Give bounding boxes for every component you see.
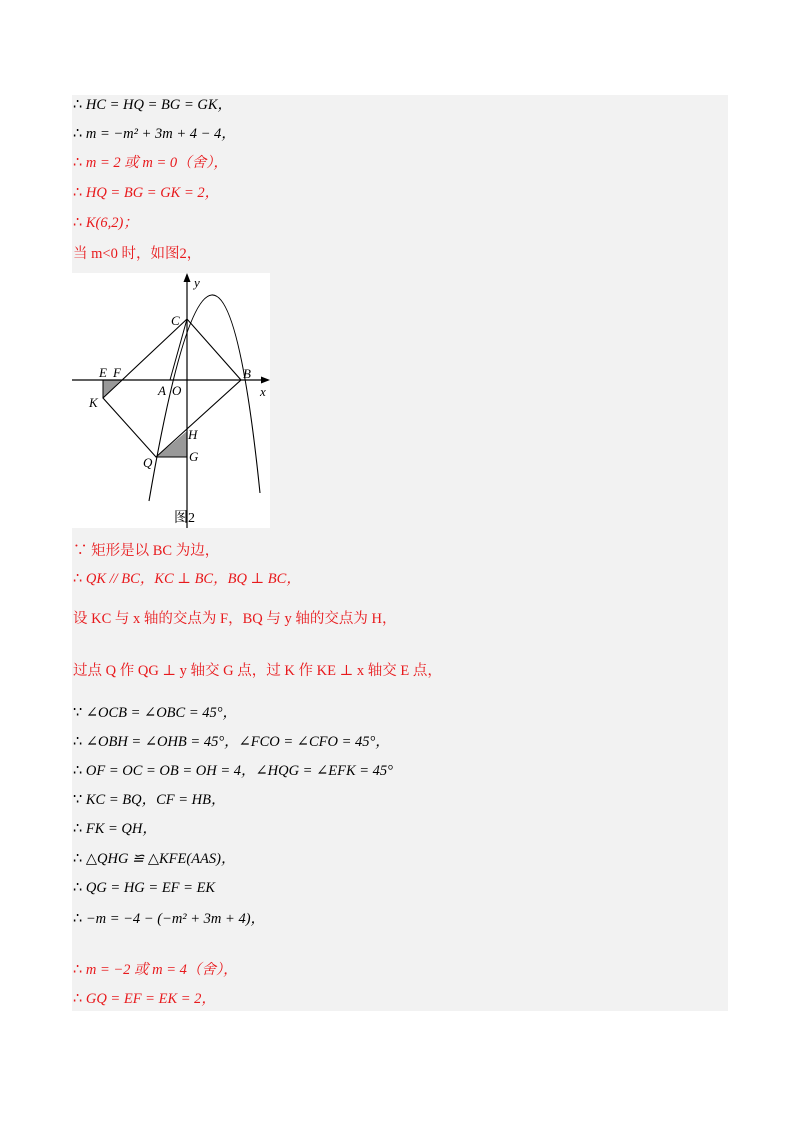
- figure-caption: 图2: [174, 511, 195, 526]
- solution-line-6: [73, 244, 201, 264]
- y-axis-arrow: [184, 273, 191, 282]
- therefore-symbol: ∴: [73, 851, 83, 867]
- solution-line-9: [73, 609, 396, 629]
- segment-ac: [170, 319, 187, 380]
- therefore-symbol: ∴: [73, 215, 83, 231]
- label-x: x: [260, 384, 266, 399]
- because-symbol: ∵: [73, 792, 83, 808]
- therefore-symbol: ∴: [73, 155, 83, 171]
- label-g: G: [189, 449, 199, 464]
- solution-line-2: [73, 124, 236, 144]
- therefore-symbol: ∴: [73, 880, 83, 896]
- line-text: 过点 Q 作 QG ⊥ y 轴交 G 点，过 K 作 KE ⊥ x 轴交 E 点，: [73, 663, 442, 679]
- therefore-symbol: ∴: [73, 97, 83, 113]
- solution-line-14: [73, 790, 225, 810]
- line-text: ∠OCB = ∠OBC = 45°，: [85, 705, 238, 721]
- label-q: Q: [143, 455, 153, 470]
- therefore-symbol: ∴: [73, 126, 83, 142]
- line-text: GQ = EF = EK = 2，: [85, 991, 216, 1007]
- solution-line-20: [73, 989, 216, 1009]
- line-text: m = 2 或 m = 0（舍），: [85, 155, 228, 171]
- solution-line-1: [73, 95, 232, 115]
- line-text: 设 KC 与 x 轴的交点为 F，BQ 与 y 轴的交点为 H，: [73, 611, 397, 627]
- line-text: K(6,2)；: [85, 215, 138, 231]
- line-text: 当 m<0 时，如图2，: [73, 246, 202, 262]
- line-text: QK // BC，KC ⊥ BC，BQ ⊥ BC，: [85, 571, 301, 587]
- because-symbol: ∵: [73, 705, 83, 721]
- solution-line-4: [73, 183, 219, 203]
- label-e: E: [99, 365, 107, 380]
- solution-line-12: [73, 732, 390, 752]
- x-axis-arrow: [261, 377, 270, 384]
- figure-2-diagram: [72, 273, 270, 528]
- line-text: m = −2 或 m = 4（舍），: [85, 962, 238, 978]
- label-a: A: [158, 383, 166, 398]
- line-text: OF = OC = OB = OH = 4，∠HQG = ∠EFK = 45°: [85, 763, 393, 779]
- therefore-symbol: ∴: [73, 962, 83, 978]
- solution-line-8: [73, 569, 301, 589]
- line-text: HC = HQ = BG = GK，: [85, 97, 233, 113]
- figure-2: [72, 273, 270, 528]
- label-y: y: [194, 275, 200, 290]
- label-k: K: [89, 395, 98, 410]
- solution-line-13: [73, 761, 393, 781]
- therefore-symbol: ∴: [73, 821, 83, 837]
- therefore-symbol: ∴: [73, 185, 83, 201]
- label-o: O: [172, 383, 182, 398]
- label-f: F: [113, 365, 121, 380]
- line-text: FK = QH，: [85, 821, 157, 837]
- label-b: B: [243, 366, 251, 381]
- line-text: 矩形是以 BC 为边，: [91, 543, 220, 559]
- line-text: △QHG ≌ △KFE(AAS)，: [85, 851, 236, 867]
- solution-line-15: [73, 819, 157, 839]
- solution-line-3: [73, 153, 228, 173]
- line-text: QG = HG = EF = EK: [85, 880, 216, 896]
- label-c: C: [171, 313, 180, 328]
- therefore-symbol: ∴: [73, 991, 83, 1007]
- because-symbol: ∵: [73, 543, 88, 559]
- solution-line-16: [73, 849, 235, 869]
- solution-line-5: [73, 213, 138, 233]
- solution-line-18: [73, 909, 265, 929]
- solution-line-10: [73, 661, 442, 681]
- solution-line-19: [73, 960, 238, 980]
- therefore-symbol: ∴: [73, 911, 83, 927]
- solution-line-17: [73, 878, 215, 898]
- label-h: H: [188, 427, 198, 442]
- therefore-symbol: ∴: [73, 763, 83, 779]
- therefore-symbol: ∴: [73, 571, 83, 587]
- line-text: HQ = BG = GK = 2，: [85, 185, 220, 201]
- therefore-symbol: ∴: [73, 734, 83, 750]
- line-text: ∠OBH = ∠OHB = 45°，∠FCO = ∠CFO = 45°，: [85, 734, 390, 750]
- line-text: −m = −4 − (−m² + 3m + 4)，: [85, 911, 266, 927]
- solution-line-7: [73, 541, 219, 561]
- solution-line-11: [73, 703, 237, 723]
- line-text: m = −m² + 3m + 4 − 4，: [85, 126, 236, 142]
- line-text: KC = BQ，CF = HB，: [85, 792, 226, 808]
